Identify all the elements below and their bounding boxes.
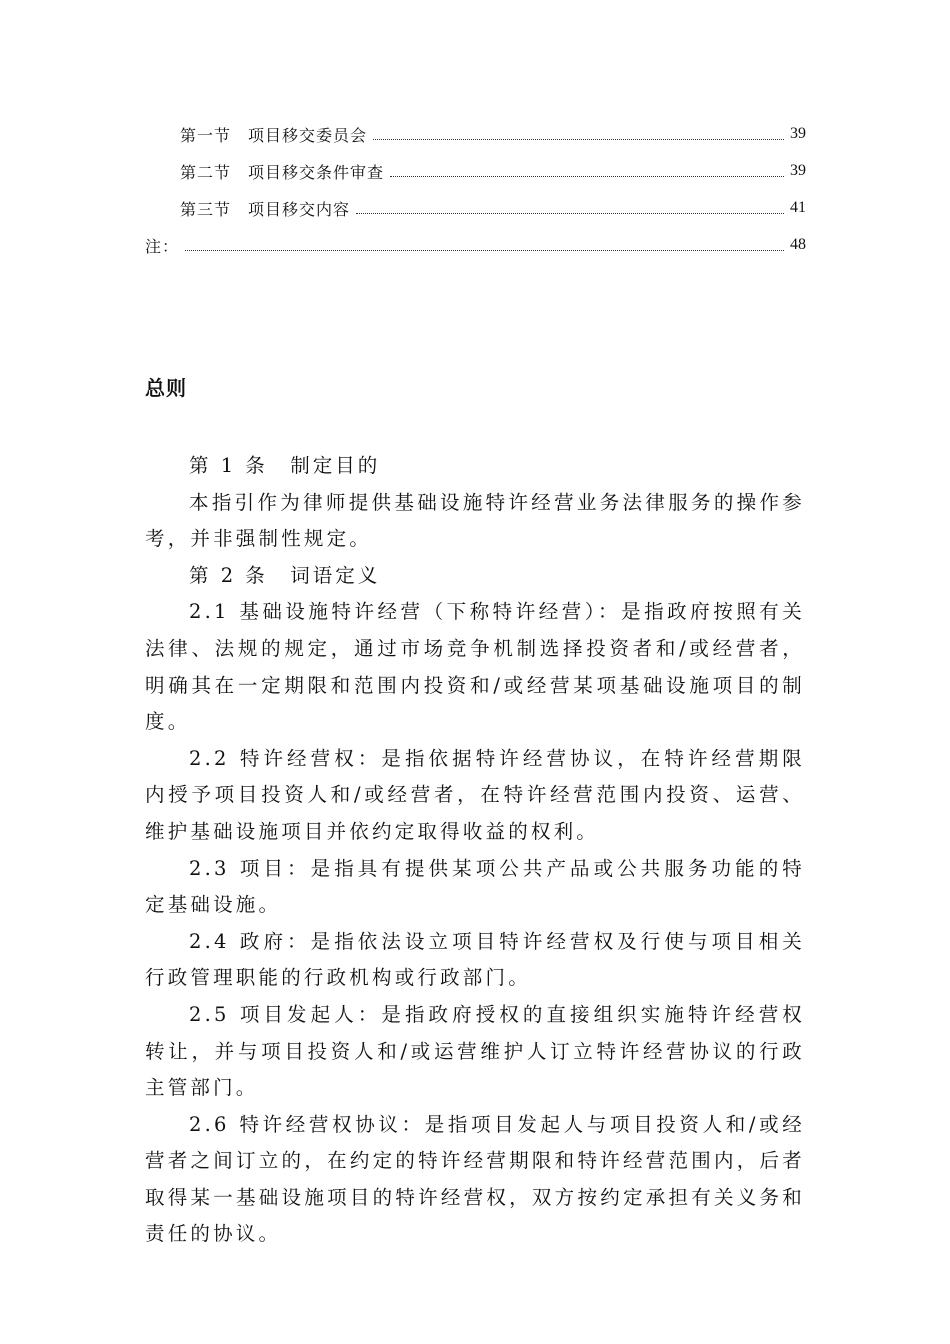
toc-dot-leader — [373, 139, 784, 140]
toc-entry-page: 39 — [790, 162, 806, 179]
toc-entry-label: 注： — [145, 236, 180, 256]
paragraph: 2.4 政府：是指依法设立项目特许经营权及行使与项目相关行政管理职能的行政机构或行政部门。 — [145, 929, 805, 990]
toc-dot-leader — [356, 213, 784, 214]
toc-entry[interactable] — [180, 120, 806, 148]
paragraph: 2.2 特许经营权：是指依据特许经营协议，在特许经营期限内授予项目投资人和/或经营者，在特许经营范围内投资、运营、维护基础设施项目并依约定取得收益的权利。 — [145, 746, 805, 843]
body-text — [145, 448, 805, 1253]
paragraph: 2.5 项目发起人：是指政府授权的直接组织实施特许经营权转让，并与项目投资人和/或运营维护人订立特许经营协议的行政主管部门。 — [145, 1002, 805, 1100]
toc-entry-page: 41 — [790, 199, 806, 216]
toc-entry-label: 第二节 项目移交条件审查 — [180, 162, 385, 182]
article-title: 第 2 条 词语定义 — [189, 563, 381, 587]
toc-entry[interactable] — [180, 157, 806, 185]
paragraph: 2.1 基础设施特许经营（下称特许经营）：是指政府按照有关法律、法规的规定，通过市场竞争机制选择投资者和/或经营者，明确其在一定期限和范围内投资和/或经营某项基础设施项目的制度。 — [145, 600, 805, 734]
paragraph: 2.6 特许经营权协议：是指项目发起人与项目投资人和/或经营者之间订立的，在约定的特许经营期限和特许经营范围内，后者取得某一基础设施项目的特许经营权，双方按约定承担有关义务和责任的协议。 — [145, 1112, 805, 1246]
toc-dot-leader — [185, 250, 784, 251]
toc-entry-label: 第三节 项目移交内容 — [180, 199, 351, 219]
toc-entry[interactable] — [180, 194, 806, 222]
paragraph: 本指引作为律师提供基础设施特许经营业务法律服务的操作参考，并非强制性规定。 — [145, 490, 805, 551]
section-heading: 总则 — [145, 376, 187, 400]
toc-dot-leader — [390, 176, 784, 177]
toc-entry-page: 48 — [790, 236, 806, 253]
toc-entry[interactable] — [145, 231, 806, 259]
toc-entry-label: 第一节 项目移交委员会 — [180, 125, 368, 145]
article-title: 第 1 条 制定目的 — [189, 454, 381, 477]
paragraph: 2.3 项目：是指具有提供某项公共产品或公共服务功能的特定基础设施。 — [145, 856, 805, 917]
toc-entry-page: 39 — [790, 125, 806, 142]
